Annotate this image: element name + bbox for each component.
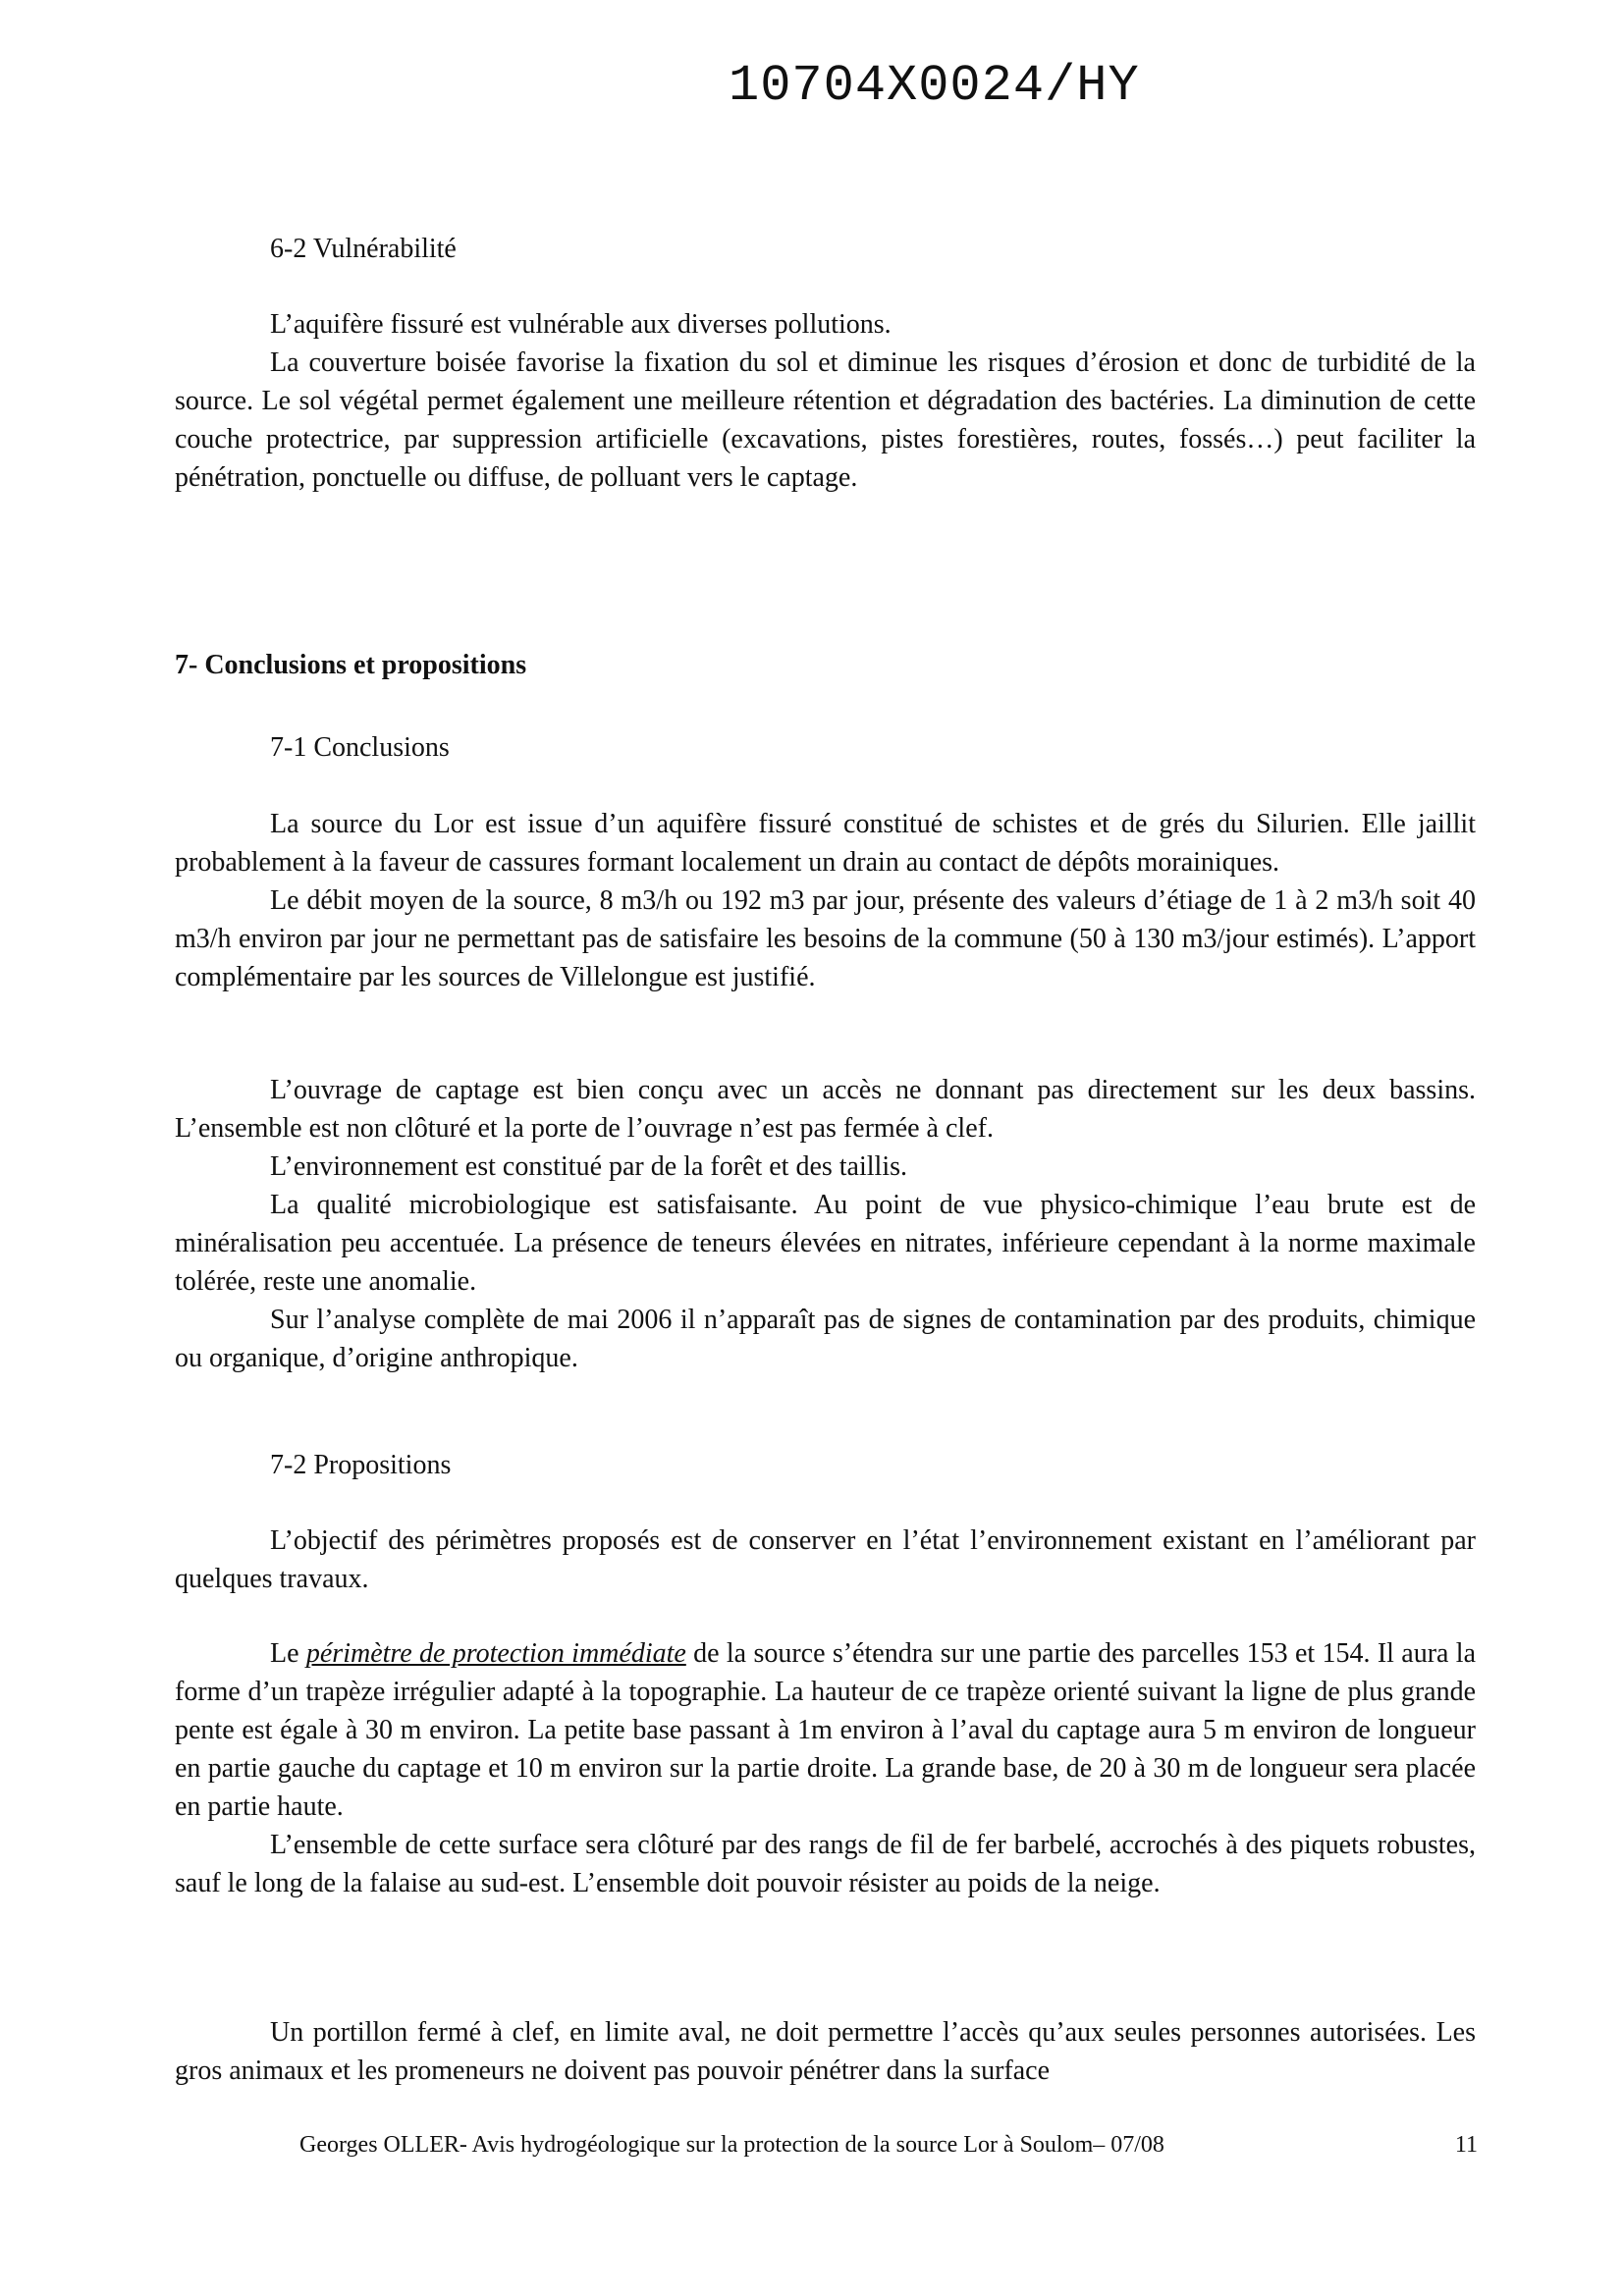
paragraph-lead: Le xyxy=(270,1638,306,1669)
section-7-2-immediate-perimeter xyxy=(175,1634,1476,1902)
document-reference-id: 10704X0024/HY xyxy=(729,57,1140,115)
footer-text: Georges OLLER- Avis hydrogéologique sur la protection de la source Lor à Soulom– 07/08 xyxy=(299,2132,1164,2158)
paragraph: L’objectif des périmètres proposés est de conserver en l’état l’environnement existant en l’améliorant par quelques travaux. xyxy=(175,1525,1476,1594)
paragraph: La qualité microbiologique est satisfaisante. Au point de vue physico-chimique l’eau brute est de minéralisation peu accentuée. La présence de teneurs élevées en nitrates, inférieure cependant à la norme maximale tolérée, reste une anomalie. xyxy=(175,1190,1476,1297)
paragraph: L’environnement est constitué par de la forêt et des taillis. xyxy=(270,1151,907,1182)
section-6-2-title: 6-2 Vulnérabilité xyxy=(270,234,457,264)
paragraph: Sur l’analyse complète de mai 2006 il n’apparaît pas de signes de contamination par des produits, chimique ou organique, d’origine anthropique. xyxy=(175,1305,1476,1373)
paragraph-rest: de la source s’étendra sur une partie des parcelles 153 et 154. Il aura la forme d’un trapèze irrégulier adapté à la topographie. La hauteur de ce trapèze orienté suivant la ligne de plus grande pente est égale à 30 m environ. La petite base passant à 1m environ à l’aval du captage aura 5 m environ de longueur en partie gauche du captage et 10 m environ sur la partie droite. La grande base, de 20 à 30 m de longueur sera placée en partie haute. xyxy=(175,1638,1477,1822)
paragraph: L’ouvrage de captage est bien conçu avec un accès ne donnant pas directement sur les deux bassins. L’ensemble est non clôturé et la porte de l’ouvrage n’est pas fermée à clef. xyxy=(175,1075,1476,1144)
section-6-2-body xyxy=(175,305,1476,497)
section-7-1-body-a xyxy=(175,805,1476,996)
paragraph: Un portillon fermé à clef, en limite aval, ne doit permettre l’accès qu’aux seules personnes autorisées. Les gros animaux et les promeneurs ne doivent pas pouvoir pénétrer dans la surface xyxy=(175,2017,1476,2086)
paragraph xyxy=(175,1634,1476,1826)
section-7-1-title: 7-1 Conclusions xyxy=(270,732,450,763)
paragraph: Le débit moyen de la source, 8 m3/h ou 192 m3 par jour, présente des valeurs d’étiage de 1 à 2 m3/h soit 40 m3/h environ par jour ne permettant pas de satisfaire les besoins de la commune (50 à 130 m3/jour estimés). L’apport complémentaire par les sources de Villelongue est justifié. xyxy=(175,885,1476,992)
section-7-title: 7- Conclusions et propositions xyxy=(175,650,527,680)
section-7-2-title: 7-2 Propositions xyxy=(270,1450,452,1480)
section-7-2-objective xyxy=(175,1522,1476,1598)
page-number: 11 xyxy=(1454,2132,1478,2158)
paragraph: La couverture boisée favorise la fixation du sol et diminue les risques d’érosion et donc de turbidité de la source. Le sol végétal permet également une meilleure rétention et dégradation des bactéries. La diminution de cette couche protectrice, par suppression artificielle (excavations, pistes forestières, routes, fossés…) peut faciliter la pénétration, ponctuelle ou diffuse, de polluant vers le captage. xyxy=(175,347,1476,493)
paragraph: L’ensemble de cette surface sera clôturé par des rangs de fil de fer barbelé, accrochés à des piquets robustes, sauf le long de la falaise au sud-est. L’ensemble doit pouvoir résister au poids de la neige. xyxy=(175,1830,1476,1898)
emphasized-term: périmètre de protection immédiate xyxy=(305,1638,686,1669)
paragraph: L’aquifère fissuré est vulnérable aux diverses pollutions. xyxy=(270,309,892,340)
section-7-1-body-b xyxy=(175,1071,1476,1377)
section-7-2-gate xyxy=(175,2013,1476,2090)
paragraph: La source du Lor est issue d’un aquifère fissuré constitué de schistes et de grés du Silurien. Elle jaillit probablement à la faveur de cassures formant localement un drain au contact de dépôts morainiques. xyxy=(175,809,1476,878)
page-footer xyxy=(299,2132,1478,2159)
